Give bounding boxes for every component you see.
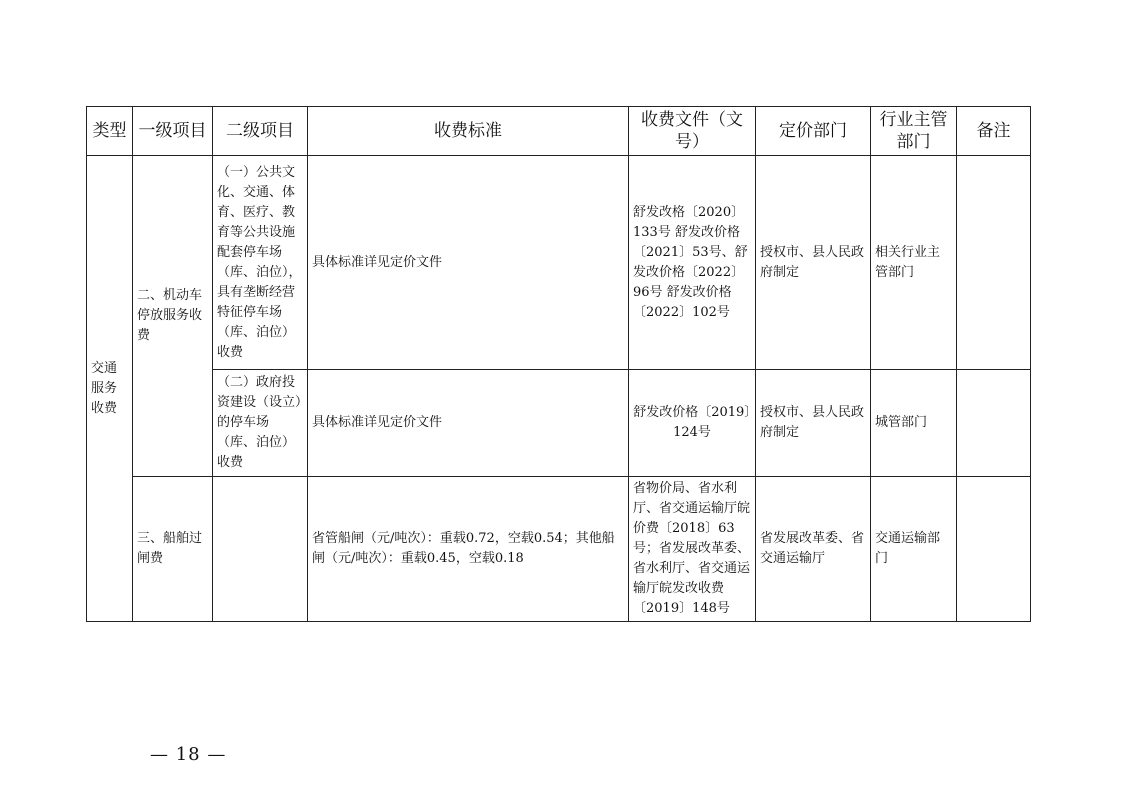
level2-cell bbox=[213, 477, 308, 622]
page-number: — 18 — bbox=[150, 744, 227, 765]
level2-cell: （一）公共文化、交通、体育、医疗、教育等公共设施配套停车场（库、泊位），具有垄断经营特征停车场（库、泊位）收费 bbox=[213, 156, 308, 370]
header-remarks: 备注 bbox=[957, 107, 1031, 156]
header-level1: 一级项目 bbox=[133, 107, 213, 156]
industry-dept-cell: 相关行业主管部门 bbox=[871, 156, 957, 370]
header-type: 类型 bbox=[87, 107, 133, 156]
industry-dept-cell: 交通运输部门 bbox=[871, 477, 957, 622]
header-row bbox=[87, 107, 1031, 156]
table-row bbox=[87, 477, 1031, 622]
pricing-dept-cell: 授权市、县人民政府制定 bbox=[756, 156, 871, 370]
header-industry-dept: 行业主管部门 bbox=[871, 107, 957, 156]
level2-cell: （二）政府投资建设（设立）的停车场（库、泊位）收费 bbox=[213, 370, 308, 477]
header-pricing-dept: 定价部门 bbox=[756, 107, 871, 156]
remarks-cell bbox=[957, 477, 1031, 622]
header-level2: 二级项目 bbox=[213, 107, 308, 156]
type-cell: 交通服务收费 bbox=[87, 156, 133, 622]
table-row bbox=[87, 156, 1031, 370]
remarks-cell bbox=[957, 370, 1031, 477]
level1-cell: 三、船舶过闸费 bbox=[133, 477, 213, 622]
header-document: 收费文件（文号） bbox=[629, 107, 756, 156]
header-standard: 收费标准 bbox=[308, 107, 629, 156]
pricing-dept-cell: 省发展改革委、省交通运输厅 bbox=[756, 477, 871, 622]
industry-dept-cell: 城管部门 bbox=[871, 370, 957, 477]
standard-cell: 具体标准详见定价文件 bbox=[308, 156, 629, 370]
document-cell: 舒发改价格〔2019〕124号 bbox=[629, 370, 756, 477]
remarks-cell bbox=[957, 156, 1031, 370]
document-cell: 省物价局、省水利厅、省交通运输厅皖价费〔2018〕63号；省发展改革委、省水利厅、省交通运输厅皖发改收费〔2019〕148号 bbox=[629, 477, 756, 622]
standard-cell: 省管船闸（元/吨次）：重载0.72，空载0.54；其他船闸（元/吨次）：重载0.45，空载0.18 bbox=[308, 477, 629, 622]
pricing-dept-cell: 授权市、县人民政府制定 bbox=[756, 370, 871, 477]
standard-cell: 具体标准详见定价文件 bbox=[308, 370, 629, 477]
fee-table bbox=[86, 106, 1031, 622]
table-row bbox=[87, 370, 1031, 477]
level1-cell: 二、机动车停放服务收费 bbox=[133, 156, 213, 477]
document-cell: 舒发改格〔2020〕133号 舒发改价格〔2021〕53号、舒发改价格〔2022〕96号 舒发改价格〔2022〕102号 bbox=[629, 156, 756, 370]
